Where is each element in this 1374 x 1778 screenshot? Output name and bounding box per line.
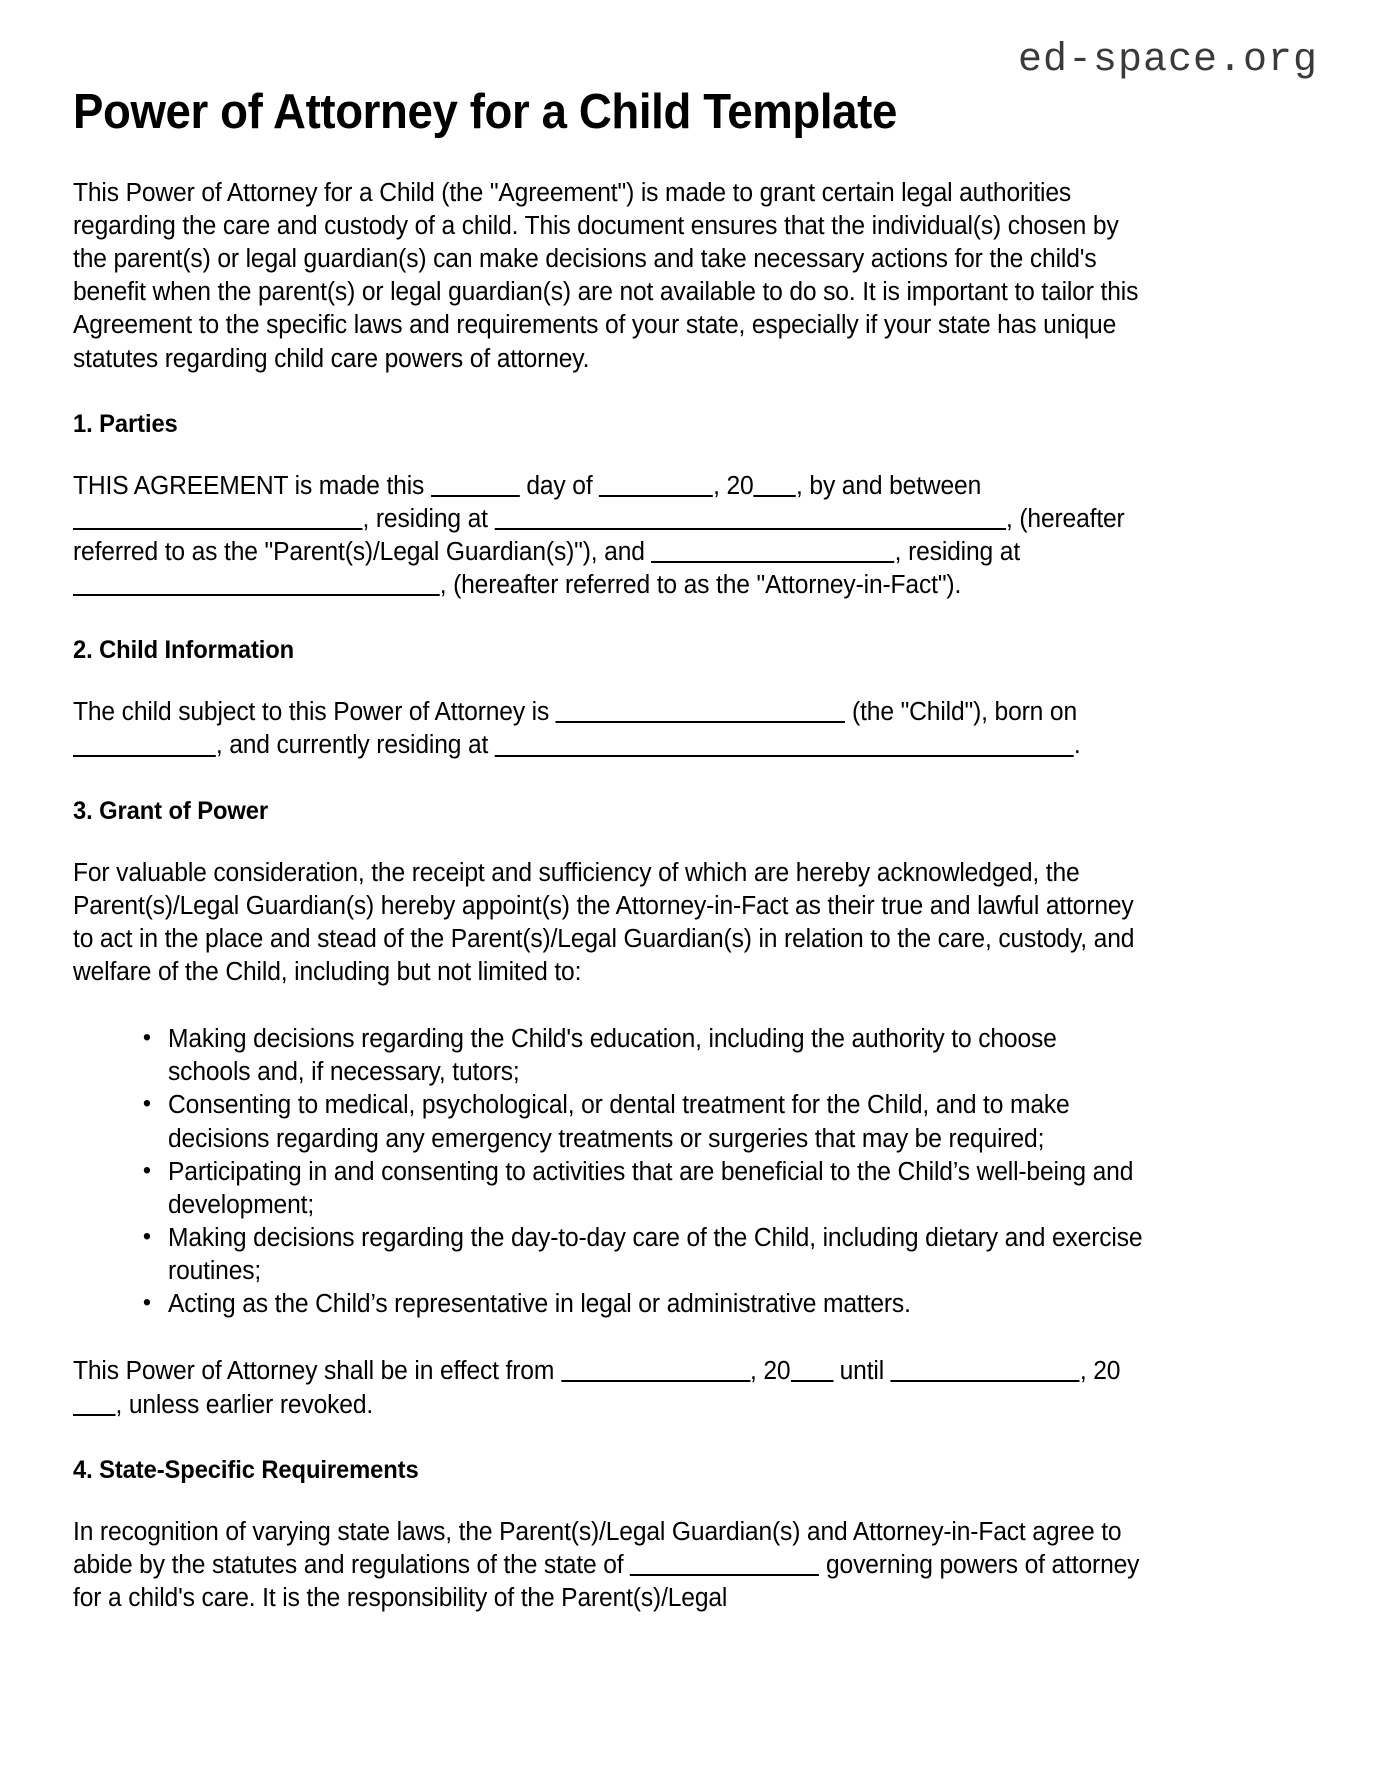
list-item: • Making decisions regarding the Child's education, including the authority to choose schools and, if necessary, tutors; — [141, 1023, 1143, 1089]
blank-effective-from-date[interactable] — [561, 1357, 750, 1383]
blank-month[interactable] — [599, 471, 713, 497]
blank-year[interactable] — [754, 471, 796, 497]
intro-paragraph: This Power of Attorney for a Child (the "Agreement") is made to grant certain legal authorities regarding the care and custody of a child. This document ensures that the individual(s) chosen by the parent(s) or legal guardian(s) can make decisions and take necessary actions for the child's benefit when the parent(s) or legal guardian(s) are not available to do so. It is important to tailor this Agreement to the specific laws and requirements of your state, especially if your state has unique statutes regarding child care powers of attorney. — [73, 178, 1139, 373]
list-item: • Acting as the Child’s representative in legal or administrative matters. — [141, 1288, 1143, 1321]
blank-effective-until-date[interactable] — [891, 1357, 1080, 1383]
effective-period-paragraph — [73, 1355, 1140, 1421]
blank-effective-until-year[interactable] — [73, 1390, 115, 1416]
child-information-paragraph — [73, 696, 1140, 762]
page-title: Power of Attorney for a Child Template — [73, 85, 897, 139]
grant-of-power-paragraph: For valuable consideration, the receipt and sufficiency of which are hereby acknowledged, the Parent(s)/Legal Guardian(s) hereby appoint(s) the Attorney-in-Fact as their true and lawful attorney to act in the place and stead of the Parent(s)/Legal Guardian(s) in relation to the care, custody, and welfare of the Child, including but not limited to: — [73, 858, 1135, 987]
blank-child-name[interactable] — [556, 698, 846, 724]
child-text-4: . — [1073, 731, 1081, 760]
effect-text-1: This Power of Attorney shall be in effect from — [73, 1357, 555, 1386]
effect-text-2: , 20 — [750, 1357, 791, 1386]
blank-day[interactable] — [431, 471, 520, 497]
blank-state-name[interactable] — [630, 1550, 819, 1576]
parties-text-4: , by and between — [796, 471, 982, 500]
state-text-1: In recognition of varying state laws, the Parent(s)/Legal Guardian(s) and Attorney-in-Fact agree to abide by the statutes and regulations of the state of — [73, 1517, 1122, 1579]
blank-parent-address[interactable] — [495, 504, 1006, 530]
section-heading-parties: 1. Parties — [73, 409, 178, 438]
list-item: • Consenting to medical, psychological, or dental treatment for the Child, and to make decisions regarding any emergency treatments or surgeries that may be required; — [141, 1089, 1143, 1155]
parties-text-3: , 20 — [713, 471, 754, 500]
parties-text-1: THIS AGREEMENT is made this — [73, 471, 425, 500]
state-text-2: governing powers of attorney for a child's care. It is the responsibility of the Parent(s)/Legal — [73, 1550, 1140, 1612]
parties-text-7: residing at — [908, 538, 1021, 567]
blank-parent-name[interactable] — [73, 504, 363, 530]
parties-text-2: day of — [526, 471, 593, 500]
blank-effective-from-year[interactable] — [790, 1357, 832, 1383]
blank-child-birthdate[interactable] — [73, 731, 216, 757]
effect-text-3: until — [839, 1357, 885, 1386]
effect-text-4: , 20 — [1079, 1357, 1121, 1386]
parties-paragraph: THIS AGREEMENT is made this day of , 20 , by and between , residing at , (hereafter referred to as the "Parent(s)/Legal Guardian(s)"), and , residing at , (hereafter referred to as the "Attorney-in-Fact"). — [73, 471, 1125, 600]
blank-attorney-name[interactable] — [652, 538, 895, 564]
blank-attorney-address[interactable] — [73, 571, 440, 597]
state-requirements-paragraph — [73, 1516, 1140, 1615]
child-text-1: The child subject to this Power of Attorney is — [73, 698, 550, 727]
section-heading-child-information: 2. Child Information — [73, 636, 295, 665]
blank-child-address[interactable] — [495, 731, 1074, 757]
list-item: • Participating in and consenting to activities that are beneficial to the Child’s well-being and development; — [141, 1156, 1143, 1222]
grant-of-power-list — [73, 1023, 1179, 1321]
list-item: • Making decisions regarding the day-to-day care of the Child, including dietary and exercise routines; — [141, 1222, 1143, 1288]
section-heading-state-specific-requirements: 4. State-Specific Requirements — [73, 1455, 419, 1484]
parties-text-8: , (hereafter referred to as the — [439, 571, 750, 600]
parties-text-5: , residing at — [362, 504, 488, 533]
child-text-2: (the "Child"), born on — [852, 698, 1077, 727]
effect-text-5: , unless earlier revoked. — [115, 1390, 374, 1419]
section-heading-grant-of-power: 3. Grant of Power — [73, 796, 269, 825]
child-text-3: , and currently residing at — [215, 731, 489, 760]
site-watermark: ed-space.org — [1017, 38, 1318, 83]
parties-text-6: (hereafter referred to as the "Parent(s)/Legal Guardian(s)"), and — [73, 504, 1125, 567]
parties-text-9: "Attorney-in-Fact"). — [756, 571, 962, 600]
